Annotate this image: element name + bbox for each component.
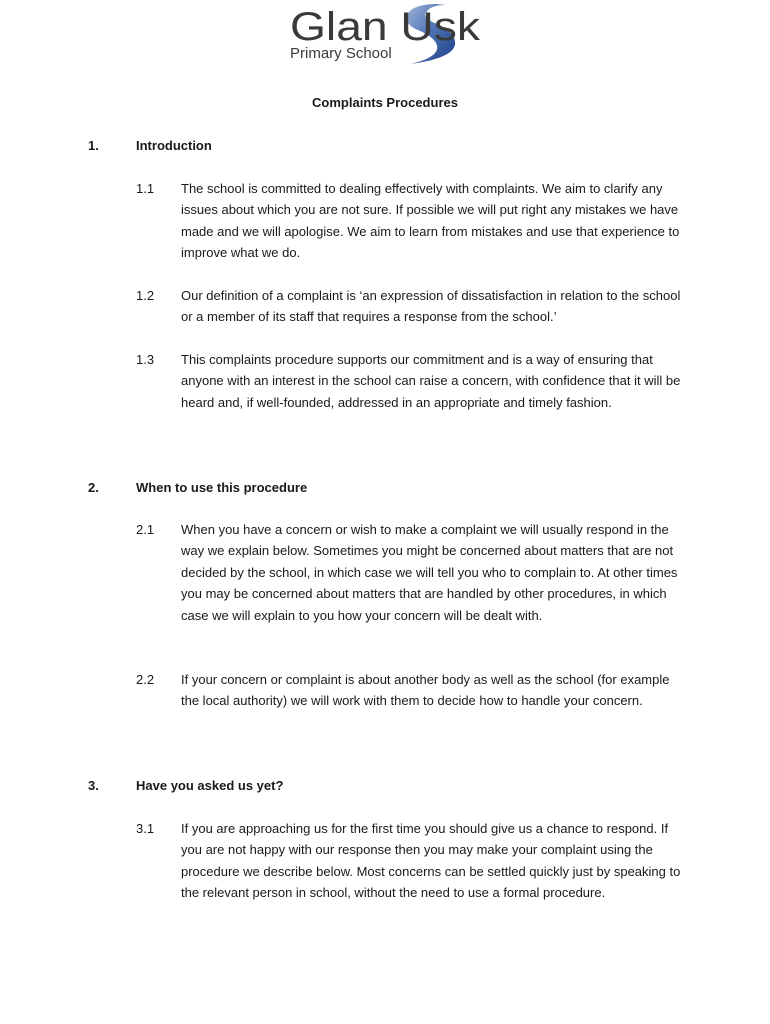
paragraph-number: 1.1 bbox=[136, 181, 155, 196]
paragraph-text: The school is committed to dealing effectively with complaints. We aim to clarify any issues about which you are not sure. If possible we will put right any mistakes we have made and we will apologise. We aim to learn from mistakes and use that experience to improve what we do. bbox=[181, 181, 680, 261]
section-title: Have you asked us yet? bbox=[136, 778, 284, 793]
section-number: 1. bbox=[88, 138, 99, 153]
paragraph-number: 2.2 bbox=[136, 672, 155, 687]
paragraph-number: 1.3 bbox=[136, 352, 155, 367]
section-number: 2. bbox=[88, 480, 99, 495]
section-title: When to use this procedure bbox=[136, 480, 308, 495]
paragraph-number: 2.1 bbox=[136, 522, 155, 537]
section-number: 3. bbox=[88, 778, 99, 793]
paragraph-text: If you are approaching us for the first time you should give us a chance to respond. If you are not happy with our response then you may make your complaint using the procedure we describe below. Most concerns can be settled quickly just by speaking to the relevant person in school, without the need to use a formal procedure. bbox=[181, 821, 681, 901]
paragraph-number: 1.2 bbox=[136, 288, 155, 303]
document-title: Complaints Procedures bbox=[312, 95, 458, 110]
paragraph-text: This complaints procedure supports our commitment and is a way of ensuring that anyone with an interest in the school can raise a concern, with confidence that it will be heard and, if well-founded, addressed in an appropriate and timely fashion. bbox=[181, 352, 681, 410]
logo-graphic bbox=[286, 0, 486, 70]
paragraph-text: Our definition of a complaint is ‘an expression of dissatisfaction in relation to the school or a member of its staff that requires a response from the school.’ bbox=[181, 288, 681, 325]
paragraph-number: 3.1 bbox=[136, 821, 155, 836]
school-logo bbox=[286, 0, 486, 70]
logo-name: Glan Usk bbox=[290, 5, 482, 49]
paragraph-text: If your concern or complaint is about another body as well as the school (for example the local authority) we will work with them to decide how to handle your concern. bbox=[181, 672, 670, 709]
logo-subtitle: Primary School bbox=[290, 45, 392, 62]
paragraph-text: When you have a concern or wish to make a complaint we will usually respond in the way we explain below. Sometimes you might be concerned about matters that are not decided by the school, in which case we will tell you who to complain to. At other times you may be concerned about matters that are handled by other procedures, in which case we will explain to you how your concern will be dealt with. bbox=[181, 522, 678, 623]
section-title: Introduction bbox=[136, 138, 212, 153]
